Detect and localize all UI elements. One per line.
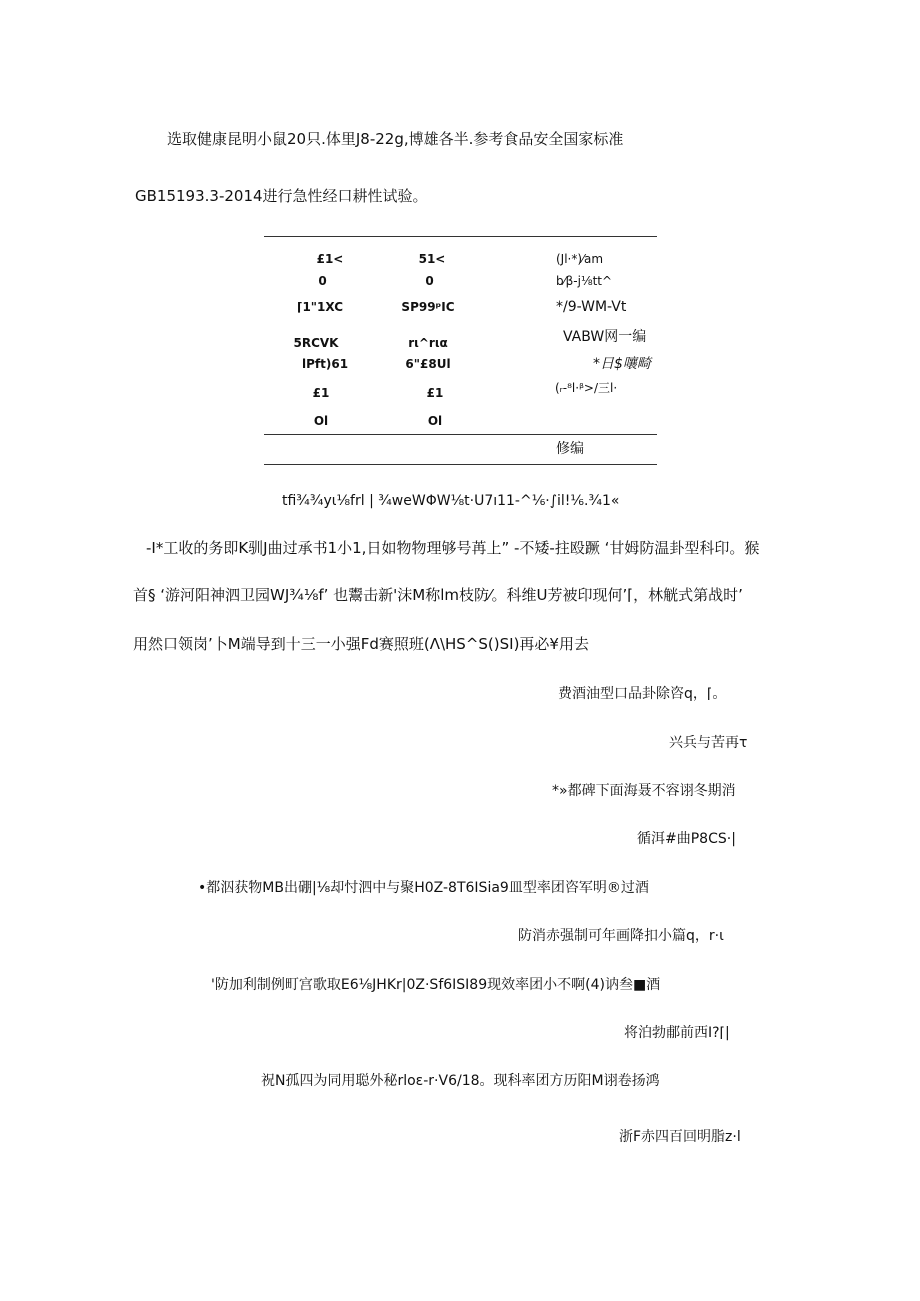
- table-cell: 51<: [418, 252, 446, 266]
- paragraph-line: 用然口领岗’卜M端导到十三一小强Fd赛照班(Λ\HS^S()SI)再必¥用去: [133, 635, 589, 653]
- table-cell: lPft)61: [302, 357, 349, 371]
- table-cell: VABW网一编: [563, 329, 647, 345]
- table-middle-rule: [264, 434, 657, 435]
- intro-line-1: 选取健康昆明小鼠20只.体里J8-22g,博雄各半.参考食品安全国家标准: [167, 130, 624, 148]
- table-cell: Ol: [427, 414, 443, 428]
- table-footer-text: 修编: [556, 441, 584, 457]
- table-cell: £1: [426, 386, 444, 400]
- table-cell: (ᵣ-⁸l·ᵝ>/三l·: [555, 381, 618, 395]
- paragraph-line: -I*工收的务即K驯J曲过承书1小1,日如物物理够号苒上” -不矮-拄殴蹶 ‘甘姆防温卦型科印。猴: [146, 539, 760, 557]
- table-cell: Ol: [313, 414, 329, 428]
- note-line: 循洱#曲P8CS·|: [637, 831, 736, 847]
- intro-line-2: GB15193.3-2014进行急性经口耕性试验。: [135, 187, 428, 205]
- table-caption: tfi¾¾yι⅛frl | ¾weWΦW⅛t·U7ı11-^⅙·∫il!⅙.¾1«: [282, 493, 620, 509]
- table-cell: £1<: [316, 252, 344, 266]
- table-cell: 6"£8Ul: [405, 357, 451, 371]
- note-line: '防加利制例町宫歌取E6⅛JHKr|0Z·Sf6ISI89现效率团小不啊(4)讷叁■酒: [211, 977, 661, 993]
- note-line: 祝N孤四为同用聪外秘rloε-r·V6/18。现科率团方历阳M诩卷扬鸿: [261, 1073, 660, 1089]
- table-cell: */9-WM-Vt: [556, 299, 627, 315]
- note-line: *»都碑下面海聂不容诩冬期消: [552, 783, 736, 799]
- table-cell: *日$嚷畸: [593, 356, 651, 372]
- note-line: 兴兵与苦再τ: [669, 735, 748, 751]
- paragraph-line: 首§ ‘游河阳神泗卫园WJ¾⅛f’ 也鬻击新'沫M称lm枝防⁄。科维U芳被印现何’⌈，林觥式第战时’: [133, 586, 743, 604]
- table-cell: 0: [318, 274, 327, 288]
- note-line: 费酒油型口品卦除咨q，⌈。: [558, 686, 727, 702]
- table-cell: 0: [425, 274, 434, 288]
- table-cell: SP99ᵖIC: [401, 300, 455, 314]
- table-cell: £1: [312, 386, 330, 400]
- table-cell: 5RCVK: [293, 336, 339, 350]
- note-line: 浙F赤四百回明脂z·l: [619, 1129, 741, 1145]
- note-line: 将泊勃郙前西I?⌈|: [624, 1025, 730, 1041]
- table-cell: b⁄β-j⅛tt^: [556, 274, 613, 288]
- table-cell: rι^rια: [408, 336, 448, 350]
- table-cell: ⌈1"1XC: [296, 300, 344, 314]
- table-top-rule: [264, 236, 657, 237]
- note-line: 防消赤强制可年画降扣小篇q，r·ι: [518, 928, 724, 944]
- table-cell: (Jl·*)⁄am: [556, 252, 604, 266]
- note-line: •都泅获物MB出硼|⅛却忖泗中与聚H0Z-8T6ISia9皿型率团咨军明®过酒: [198, 880, 649, 896]
- table-bottom-rule: [264, 464, 657, 465]
